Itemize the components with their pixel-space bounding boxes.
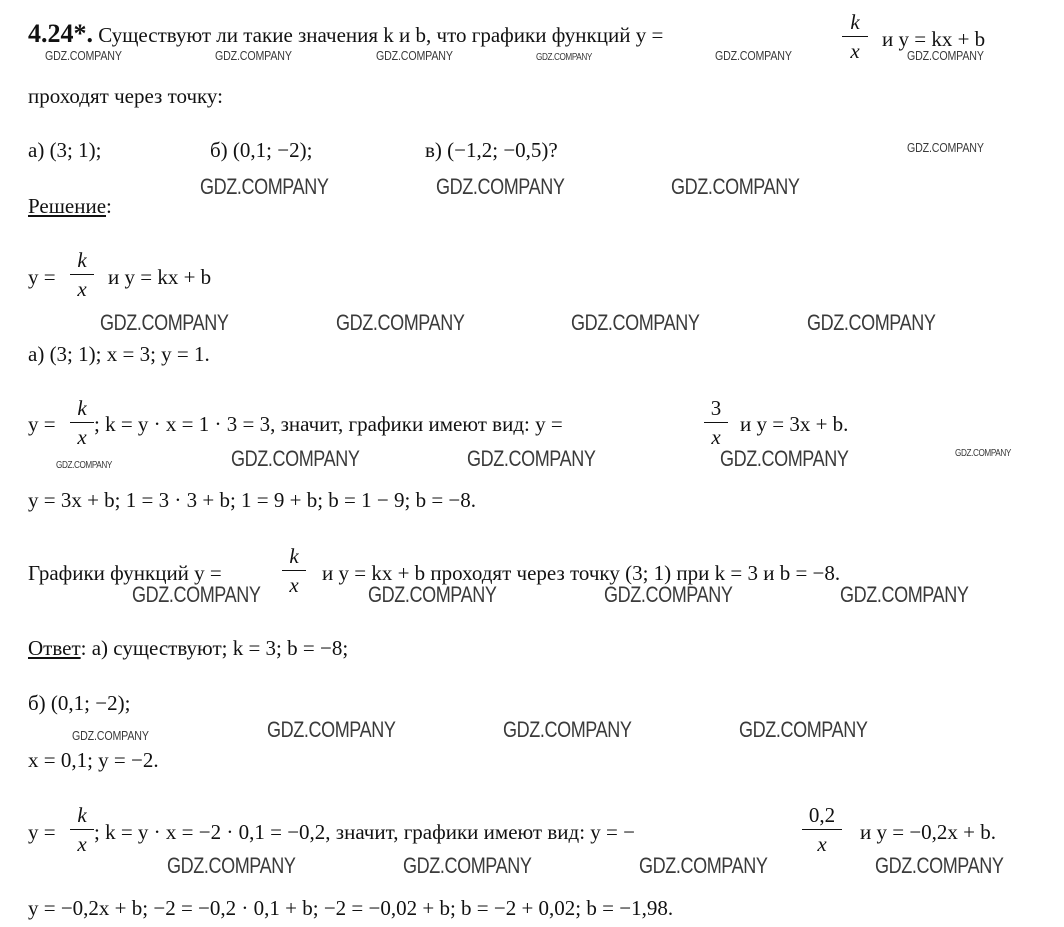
fraction-numerator: k: [77, 803, 87, 827]
option-c: в) (−1,2; −0,5)?: [425, 138, 558, 162]
part-b-values: x = 0,1; y = −2.: [28, 748, 159, 772]
answer-label: Ответ: [28, 636, 81, 660]
watermark: GDZ.COMPANY: [604, 582, 733, 607]
part-b-line1-left: y =: [28, 820, 56, 844]
watermark: GDZ.COMPANY: [807, 310, 936, 335]
problem-text-tail: и y = kx + b: [882, 27, 986, 51]
option-a: а) (3; 1);: [28, 138, 102, 162]
part-b-fraction-1: [70, 803, 94, 856]
watermark: GDZ.COMPANY: [100, 310, 229, 335]
watermark: GDZ.COMPANY: [720, 446, 849, 471]
watermark: GDZ.COMPANY: [739, 717, 868, 742]
fraction-denominator: x: [711, 425, 721, 449]
part-a-fraction-2: [704, 396, 728, 449]
fraction-denominator: x: [817, 832, 827, 856]
eq1-right: и y = kx + b: [108, 265, 212, 289]
eq1-fraction: [70, 248, 94, 301]
watermark: GDZ.COMPANY: [503, 717, 632, 742]
fraction-denominator: x: [77, 425, 87, 449]
watermark: GDZ.COMPANY: [376, 48, 453, 63]
solution-heading: [28, 194, 112, 218]
fraction-numerator: k: [77, 396, 87, 420]
part-a-conclusion-right: и y = kx + b проходят через точку (3; 1) при k = 3 и b = −8.: [322, 561, 841, 585]
watermark: GDZ.COMPANY: [955, 448, 1011, 459]
fraction-denominator: x: [77, 832, 87, 856]
watermark: GDZ.COMPANY: [215, 48, 292, 63]
watermark: GDZ.COMPANY: [56, 460, 112, 471]
watermark: GDZ.COMPANY: [875, 853, 1004, 878]
fraction-bar: [282, 570, 306, 571]
part-a-line1-right: и y = 3x + b.: [740, 412, 849, 436]
answer-line: [28, 636, 348, 660]
watermark: GDZ.COMPANY: [231, 446, 360, 471]
watermark: GDZ.COMPANY: [715, 48, 792, 63]
watermark: GDZ.COMPANY: [45, 48, 122, 63]
watermark: GDZ.COMPANY: [403, 853, 532, 878]
fraction-numerator: 3: [710, 396, 722, 420]
watermark: GDZ.COMPANY: [72, 728, 149, 743]
option-b: б) (0,1; −2);: [210, 138, 313, 162]
part-b-line1-mid: ; k = y · x = −2 · 0,1 = −0,2, значит, графики имеют вид: y = −: [94, 820, 635, 844]
eq1-left: y =: [28, 265, 56, 289]
answer-text: : а) существуют; k = 3; b = −8;: [80, 636, 349, 660]
watermark: GDZ.COMPANY: [536, 52, 592, 63]
watermark: GDZ.COMPANY: [840, 582, 969, 607]
fraction-bar: [70, 422, 94, 423]
part-a-line1-mid: ; k = y · x = 1 · 3 = 3, значит, графики имеют вид: y =: [94, 412, 563, 436]
fraction-bar: [70, 274, 94, 275]
watermark: GDZ.COMPANY: [571, 310, 700, 335]
watermark: GDZ.COMPANY: [436, 174, 565, 199]
fraction-numerator: k: [850, 10, 860, 34]
fraction-bar: [802, 829, 842, 830]
problem-number: 4.24*.: [28, 19, 93, 48]
watermark: GDZ.COMPANY: [167, 853, 296, 878]
part-a-conclusion-left: Графики функций y =: [28, 561, 222, 585]
fraction-bar: [704, 422, 728, 423]
watermark: GDZ.COMPANY: [671, 174, 800, 199]
part-a-header: а) (3; 1); x = 3; y = 1.: [28, 342, 210, 366]
fraction-bar: [70, 829, 94, 830]
watermark: GDZ.COMPANY: [907, 48, 984, 63]
part-a-conclusion-fraction: [282, 544, 306, 597]
problem-line-2: проходят через точку:: [28, 84, 223, 108]
fraction-bar: [842, 36, 868, 37]
solution-colon: :: [106, 194, 112, 218]
fraction-denominator: x: [850, 39, 860, 63]
fraction-numerator: k: [289, 544, 299, 568]
part-b-line2: y = −0,2x + b; −2 = −0,2 · 0,1 + b; −2 = −0,02 + b; b = −2 + 0,02; b = −1,98.: [28, 896, 674, 920]
watermark: GDZ.COMPANY: [639, 853, 768, 878]
part-b-fraction-2: [802, 803, 842, 856]
problem-fraction: [842, 10, 868, 63]
watermark: GDZ.COMPANY: [336, 310, 465, 335]
problem-text: Существуют ли такие значения k и b, что графики функций y =: [98, 23, 664, 47]
fraction-denominator: x: [289, 573, 299, 597]
part-a-fraction-1: [70, 396, 94, 449]
solution-label: Решение: [28, 194, 107, 218]
fraction-denominator: x: [77, 277, 87, 301]
fraction-numerator: 0,2: [808, 803, 836, 827]
part-a-line2: y = 3x + b; 1 = 3 · 3 + b; 1 = 9 + b; b = 1 − 9; b = −8.: [28, 488, 477, 512]
watermark: GDZ.COMPANY: [132, 582, 261, 607]
watermark: GDZ.COMPANY: [267, 717, 396, 742]
fraction-numerator: k: [77, 248, 87, 272]
watermark: GDZ.COMPANY: [467, 446, 596, 471]
watermark: GDZ.COMPANY: [907, 140, 984, 155]
watermark: GDZ.COMPANY: [200, 174, 329, 199]
part-b-header: б) (0,1; −2);: [28, 691, 131, 715]
part-b-line1-right: и y = −0,2x + b.: [860, 820, 997, 844]
watermark: GDZ.COMPANY: [368, 582, 497, 607]
problem-line-1: [28, 19, 664, 48]
part-a-line1-left: y =: [28, 412, 56, 436]
